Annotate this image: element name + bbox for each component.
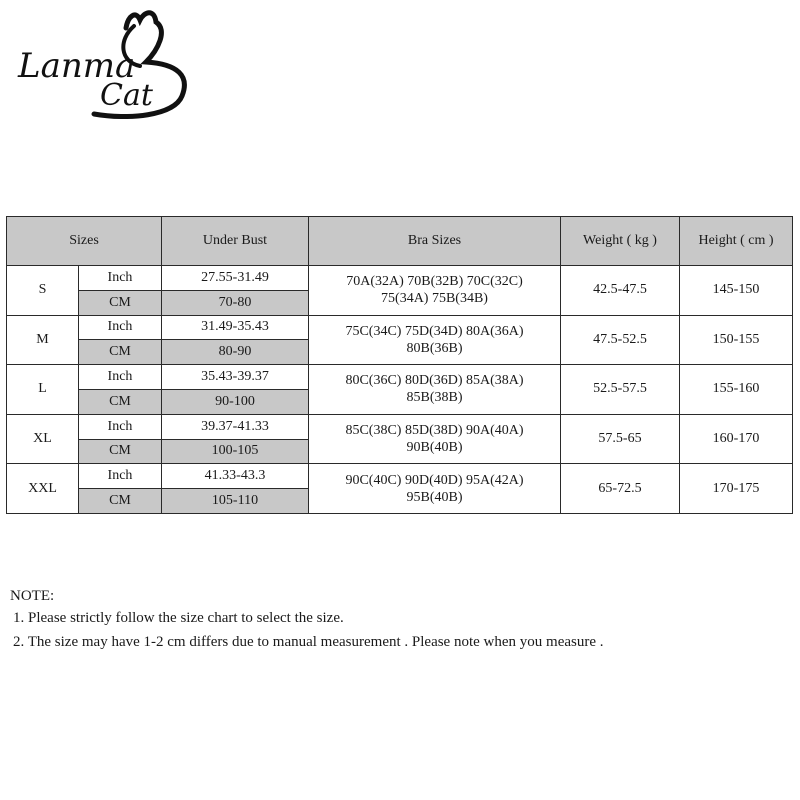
weight-cell: 57.5-65: [561, 414, 680, 464]
weight-cell: 47.5-52.5: [561, 315, 680, 365]
weight-cell: 65-72.5: [561, 464, 680, 514]
bra-sizes-line: 90B(40B): [406, 440, 463, 456]
under-bust-inch: 39.37-41.33: [162, 414, 309, 439]
size-chart-table: [6, 216, 793, 514]
unit-label-inch: Inch: [79, 365, 162, 390]
under-bust-cm: 80-90: [162, 340, 309, 365]
under-bust-cm: 70-80: [162, 290, 309, 315]
weight-cell: 42.5-47.5: [561, 266, 680, 316]
under-bust-cm: 100-105: [162, 439, 309, 464]
unit-label-inch: Inch: [79, 464, 162, 489]
bra-sizes-cell: [309, 315, 561, 365]
note-line-2: 2. The size may have 1-2 cm differs due to manual measurement . Please note when you measure .: [13, 634, 604, 650]
bra-sizes-cell: [309, 266, 561, 316]
height-cell: 170-175: [680, 464, 793, 514]
header-under-bust: Under Bust: [162, 217, 309, 266]
height-cell: 155-160: [680, 365, 793, 415]
table-header-row: [7, 217, 793, 266]
under-bust-cm: 90-100: [162, 389, 309, 414]
logo-text-cat: Cat: [100, 78, 153, 113]
unit-label-inch: Inch: [79, 315, 162, 340]
unit-label-cm: CM: [79, 489, 162, 514]
unit-label-cm: CM: [79, 340, 162, 365]
bra-sizes-line: 75(34A) 75B(34B): [381, 291, 488, 307]
notes-section: [10, 586, 770, 656]
size-cell: L: [7, 365, 79, 415]
height-cell: 145-150: [680, 266, 793, 316]
height-cell: 160-170: [680, 414, 793, 464]
bra-sizes-line: 75C(34C) 75D(34D) 80A(36A): [345, 323, 524, 339]
bra-sizes-line: 80C(36C) 80D(36D) 85A(38A): [345, 373, 524, 389]
header-weight: Weight ( kg ): [561, 217, 680, 266]
unit-label-cm: CM: [79, 290, 162, 315]
header-height: Height ( cm ): [680, 217, 793, 266]
table-row-xl-inch: [7, 414, 793, 439]
unit-label-cm: CM: [79, 389, 162, 414]
note-line-1: 1. Please strictly follow the size chart to select the size.: [13, 610, 344, 626]
under-bust-inch: 35.43-39.37: [162, 365, 309, 390]
weight-cell: 52.5-57.5: [561, 365, 680, 415]
height-cell: 150-155: [680, 315, 793, 365]
size-cell: XL: [7, 414, 79, 464]
table-row-m-inch: [7, 315, 793, 340]
under-bust-inch: 41.33-43.3: [162, 464, 309, 489]
bra-sizes-cell: [309, 365, 561, 415]
bra-sizes-line: 85B(38B): [406, 390, 463, 406]
table-row-l-inch: [7, 365, 793, 390]
brand-logo: [8, 6, 208, 126]
under-bust-cm: 105-110: [162, 489, 309, 514]
unit-label-inch: Inch: [79, 266, 162, 291]
bra-sizes-cell: [309, 414, 561, 464]
unit-label-inch: Inch: [79, 414, 162, 439]
bra-sizes-line: 80B(36B): [406, 340, 463, 356]
size-cell: XXL: [7, 464, 79, 514]
bra-sizes-line: 70A(32A) 70B(32B) 70C(32C): [346, 274, 523, 290]
logo-text-lanma: Lanma: [18, 46, 136, 86]
bra-sizes-cell: [309, 464, 561, 514]
header-sizes: Sizes: [7, 217, 162, 266]
unit-label-cm: CM: [79, 439, 162, 464]
size-cell: S: [7, 266, 79, 316]
header-bra-sizes: Bra Sizes: [309, 217, 561, 266]
bra-sizes-line: 95B(40B): [406, 489, 463, 505]
under-bust-inch: 27.55-31.49: [162, 266, 309, 291]
size-cell: M: [7, 315, 79, 365]
table-row-s-inch: [7, 266, 793, 291]
under-bust-inch: 31.49-35.43: [162, 315, 309, 340]
notes-title: NOTE:: [10, 588, 55, 604]
bra-sizes-line: 90C(40C) 90D(40D) 95A(42A): [345, 472, 524, 488]
table-row-xxl-inch: [7, 464, 793, 489]
bra-sizes-line: 85C(38C) 85D(38D) 90A(40A): [345, 423, 524, 439]
